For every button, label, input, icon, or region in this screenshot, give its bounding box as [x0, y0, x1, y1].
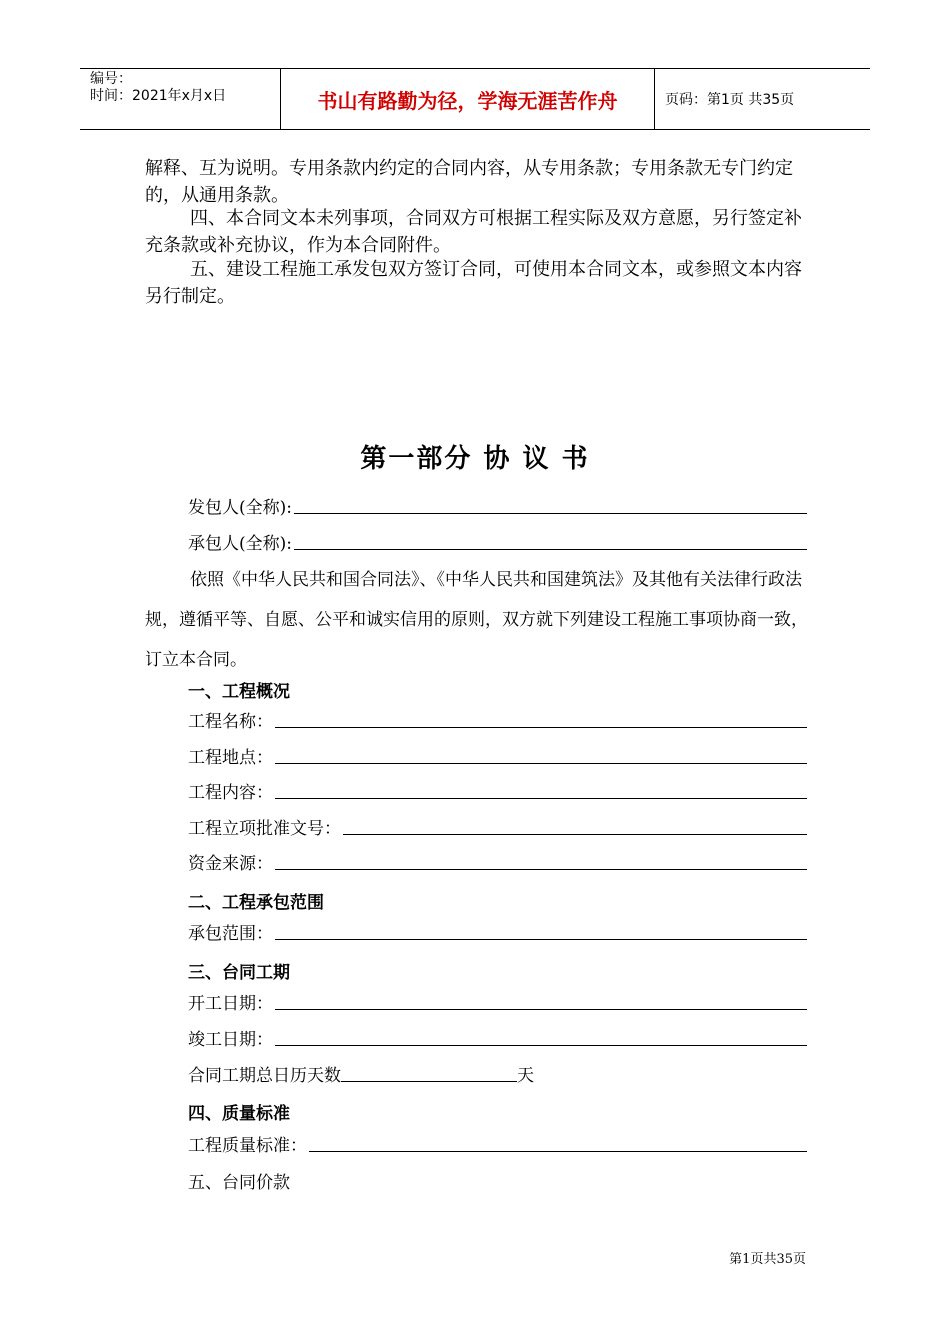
preamble-paragraph: 依照《中华人民共和国合同法》、《中华人民共和国建筑法》及其他有关法律行政法规，遵循平等、自愿、公平和诚实信用的原则，双方就下列建设工程施工事项协商一致，订立本合同。: [145, 570, 808, 670]
project-content-label: 工程内容：: [188, 783, 273, 803]
page-footer: 第1页共35页: [729, 1252, 806, 1267]
employer-blank[interactable]: [294, 513, 807, 514]
header-meta: [80, 69, 281, 129]
quality-standard-label: 工程质量标准：: [188, 1136, 307, 1156]
total-days-blank[interactable]: [341, 1081, 517, 1082]
contractor-blank[interactable]: [294, 549, 807, 550]
project-location-field[interactable]: [188, 744, 807, 768]
total-days-field[interactable]: [188, 1062, 534, 1086]
end-date-field[interactable]: [188, 1026, 807, 1050]
contractor-label: 承包人(全称):: [188, 534, 292, 554]
project-name-field[interactable]: [188, 708, 807, 732]
total-days-unit: 天: [517, 1066, 534, 1086]
project-name-label: 工程名称：: [188, 712, 273, 732]
page-header: [80, 68, 870, 130]
section-3-title: 三、台同工期: [188, 963, 290, 983]
intro-paragraph-1: 解释、互为说明。专用条款内约定的合同内容，从专用条款；专用条款无专门约定的，从通用条款。: [145, 158, 793, 206]
section-5-title: 五、台同价款: [188, 1173, 290, 1193]
project-location-blank[interactable]: [275, 763, 807, 764]
section-4-title: 四、质量标准: [188, 1104, 290, 1124]
total-days-label: 合同工期总日历天数: [188, 1066, 341, 1086]
end-date-label: 竣工日期：: [188, 1030, 273, 1050]
project-content-blank[interactable]: [275, 798, 807, 799]
end-date-blank[interactable]: [275, 1045, 807, 1046]
section-1-title: 一、工程概况: [188, 682, 290, 702]
funding-source-field[interactable]: [188, 850, 807, 874]
scope-field[interactable]: [188, 920, 807, 944]
employer-label: 发包人(全称):: [188, 498, 292, 518]
intro-paragraph-3: 五、建设工程施工承发包双方签订合同，可使用本合同文本，或参照文本内容另行制定。: [145, 259, 802, 307]
number-label: 编号：: [90, 71, 132, 87]
start-date-field[interactable]: [188, 990, 807, 1014]
start-date-blank[interactable]: [275, 1009, 807, 1010]
approval-number-label: 工程立项批准文号：: [188, 819, 341, 839]
approval-number-field[interactable]: [188, 815, 807, 839]
employer-field[interactable]: [188, 494, 807, 518]
time-label: 时间：2021年x月x日: [90, 88, 227, 104]
header-motto: 书山有路勤为径，学海无涯苦作舟: [281, 69, 655, 129]
part-title: 第一部分 协 议 书: [360, 444, 590, 474]
project-name-blank[interactable]: [275, 727, 807, 728]
header-page-info: 页码：第1页 共35页: [665, 92, 795, 108]
approval-number-blank[interactable]: [343, 834, 807, 835]
funding-source-blank[interactable]: [275, 869, 807, 870]
quality-standard-field[interactable]: [188, 1132, 807, 1156]
quality-standard-blank[interactable]: [309, 1151, 807, 1152]
scope-label: 承包范围：: [188, 924, 273, 944]
contractor-field[interactable]: [188, 530, 807, 554]
project-content-field[interactable]: [188, 779, 807, 803]
start-date-label: 开工日期：: [188, 994, 273, 1014]
section-2-title: 二、工程承包范围: [188, 893, 324, 913]
scope-blank[interactable]: [275, 939, 807, 940]
intro-paragraph-2: 四、本合同文本未列事项，合同双方可根据工程实际及双方意愿，另行签定补充条款或补充协议，作为本合同附件。: [145, 208, 802, 256]
funding-source-label: 资金来源：: [188, 854, 273, 874]
project-location-label: 工程地点：: [188, 748, 273, 768]
